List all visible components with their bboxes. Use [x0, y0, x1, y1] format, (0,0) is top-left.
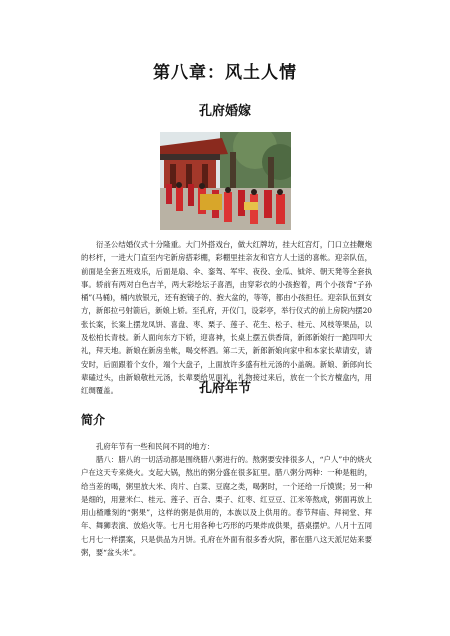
section-title-wedding: 孔府婚嫁 — [198, 104, 251, 119]
wedding-paragraph: 衍圣公结婚仪式十分隆重。大门外搭戏台，做大红牌坊，挂大红宫灯，门口立挂鞭炮的杉杆，一进大门直至内宅新房搭彩棚，彩棚里挂亲友和官方人士送的喜帐。迎亲队伍，前面是全套五班戏乐，后面是扇、伞、銮驾、军牢、夜役、金瓜、钺斧、朝天凳等全套执事。轿前有两对白色吉羊，两大彩绘坛子喜酒，由穿彩衣的小孩抱着，两个小孩背“子孙桶”(马桶)，桶内放银元，还有抱镜子的、抱大盆的，等等，都由小孩担任。迎亲队伍到女方，新郎拉弓射箭后，新娘上轿。至孔府，开仪门，设彩亭，举行仪式的前上房院内摆20张长案，长案上摆龙凤饼、喜盘、枣、栗子、莲子、花生、松子、桂元、风枝等果品，以及松柏长青枝。新人面向东方下轿，迎喜神，长桌上摆五供香筒，新郎新娘行一跪四叩大礼，拜天地。新娘在新房坐帐，喝交杯酒。第二天，新郎新娘向家中和本家长辈请安，请安时，后面跟着个女仆，端个大盘子，上面放许多盛有杜元汤的小盖碗。新娘、新郎向长辈磕过头，由新娘敬杜元汤，长辈要给见面礼，礼物接过来后，放在一个长方檀盒内，用红绸覆盖。 — [81, 240, 372, 396]
subsection-title-intro: 简介 — [81, 413, 106, 427]
festival-intro-line: 孔府年节有一些和民间不同的地方： — [96, 442, 215, 451]
wedding-photo — [160, 132, 291, 230]
festival-paragraph: 腊八：腊八的一切活动都是围绕腊八粥进行的。熬粥要安排很多人，“户人”中的烧火户在这天专来烧火。支起大锅，熬出的粥分盛在很多缸里。腊八粥分两种：一种是粗的，给当差的喝，粥里放大米、肉片、白菜、豆腐之类，喝粥时，一个还给一斤馍馍；另一种是细的，用薏米仁、桂元、莲子、百合、栗子、红枣、红豆豆、江米等熬成，粥面再放上用山楂雕刻的“粥果”，这样的粥是供用的，本族以及上供用的。春节拜庙、拜祠堂、拜年、舞狮表演、放焰火等。七月七用各种七巧形的巧果炸成供果，搭桌摆炉。八月十五同七月七一样摆案，只是供品为月饼。孔府在外面有很多香火院，都在腊八这天派尼姑来要粥，要“盆头米”。 — [81, 455, 372, 558]
section-title-festivals: 孔府年节 — [198, 381, 251, 396]
chapter-title: 第八章：风土人情 — [153, 63, 297, 83]
